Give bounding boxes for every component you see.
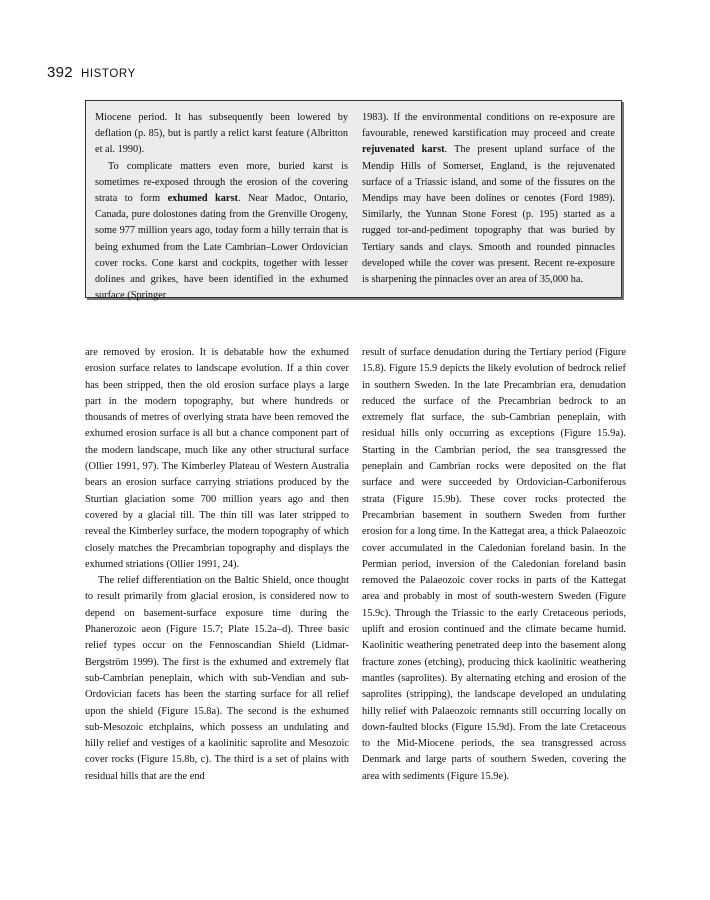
box-left-p2-text-b: . Near Madoc, Ontario, Canada, pure dolostones dating from the Grenville Orogeny, some 977 million years ago, today form a hilly terrain that is being exhumed from the Late Cambrian–Lower Ordovician cover rocks. Cone karst and cockpits, together with lesser dolines and grikes, have been identified in the exhumed surface (Springer	[95, 193, 348, 302]
box-right-p1-text-a: 1983). If the environmental conditions on re-exposure are favourable, renewed karstification may proceed and create	[362, 112, 615, 140]
page-number: 392	[47, 64, 73, 81]
body-left-paragraph-2: The relief differentiation on the Baltic Shield, once thought to result primarily from glacial erosion, is considered now to depend on basement-surface exposure time during the Phanerozoic aeon (Figure 15.7; Plate 15.2a–d). Three basic relief types occur on the Fennoscandian Shield (Lidmar-Bergström 1999). The first is the exhumed and extremely flat sub-Cambrian peneplain, which with sub-Vendian and sub-Ordovician facets has been the starting surface for all relief upon the shield (Figure 15.8a). The second is the exhumed sub-Mesozoic etchplains, which possess an undulating and hilly relief and vestiges of a kaolinitic saprolite and Mesozoic cover rocks (Figure 15.8b, c). The third is a set of plains with residual hills that are the end	[85, 575, 349, 782]
box-left-paragraph-1: Miocene period. It has subsequently been lowered by deflation (p. 85), but is partly a relict karst feature (Albritton et al. 1990).	[95, 112, 348, 156]
box-right-column	[362, 110, 615, 288]
running-head: HISTORY	[80, 68, 136, 80]
box-left-p2-text-a: To complicate matters even more, buried karst is sometimes re-exposed through the erosion of the covering strata to form	[95, 160, 348, 205]
sidebar-box	[85, 100, 622, 302]
body-left-paragraph-1: are removed by erosion. It is debatable how the exhumed erosion surface relates to landscape evolution. If a thin cover has been stripped, then the old erosion surface plays a large part in the modern topography, but where hundreds or thousands of metres of overlying strata have been removed the exhumed erosion surface is all but a chance component part of the modern landscape, much like any other structural surface (Ollier 1991, 97). The Kimberley Plateau of Western Australia bears an erosion surface carrying striations produced by the Sturtian glaciation some 700 million years ago and then covered by a glacial till. The thin till was later stripped to reveal the Kimberley surface, the modern topography of which closely matches the Precambrian topography and displays the exhumed striations (Ollier 1991, 24).	[85, 347, 349, 570]
page-header	[47, 64, 136, 81]
box-right-paragraph-1	[362, 110, 615, 288]
term-rejuvenated-karst: rejuvenated karst	[362, 144, 445, 156]
body-left-column	[85, 345, 349, 785]
body-right-column	[362, 345, 626, 785]
term-exhumed-karst: exhumed karst	[167, 193, 238, 205]
box-left-column	[95, 110, 348, 304]
box-right-p1-text-b: . The present upland surface of the Mendip Hills of Somerset, England, is the rejuvenated surface of a Triassic island, and some of the fissures on the Mendips may have been dolines or cenotes (Ford 1989). Similarly, the Yunnan Stone Forest (p. 195) started as a rugged tor-and-pediment topography that was buried by Tertiary sands and clays. Smooth and rounded pinnacles developed while the cover was present. Recent re-exposure is sharpening the pinnacles over an area of 35,000 ha.	[362, 144, 615, 286]
body-right-paragraph-1: result of surface denudation during the Tertiary period (Figure 15.8). Figure 15.9 depicts the likely evolution of bedrock relief in southern Sweden. In the late Precambrian era, denudation reduced the surface of the Precambrian bedrock to an extremely flat surface, the sub-Cambrian peneplain, with residual hills only occurring as exceptions (Figure 15.9a). Starting in the Cambrian period, the sea transgressed the peneplain and Cambrian rocks were deposited on the flat surface and were succeeded by Ordovician-Carboniferous strata (Figure 15.9b). These cover rocks protected the Precambrian basement in southern Sweden from further erosion for a long time. In the Kattegat area, a thick Palaeozoic cover accumulated in the Caledonian foreland basin. In the Permian period, inversion of the Caledonian foreland basin removed the Palaeozoic cover rocks in parts of the Kattegat area and probably in most of south-western Sweden (Figure 15.9c). Through the Triassic to the early Cretaceous periods, uplift and erosion continued and the climate became humid. Kaolinitic weathering penetrated deep into the basement along fracture zones (etching), producing thick kaolinitic weathering mantles (saprolites). By alternating etching and erosion of the saprolites (stripping), the landscape developed an undulating hilly relief with Palaeozoic remnants still occurring locally on down-faulted blocks (Figure 15.9d). From the late Cretaceous to the Mid-Miocene periods, the sea transgressed across Denmark and large parts of southern Sweden, covering the area with sediments (Figure 15.9e).	[362, 347, 626, 782]
box-left-paragraph-2	[95, 159, 348, 305]
